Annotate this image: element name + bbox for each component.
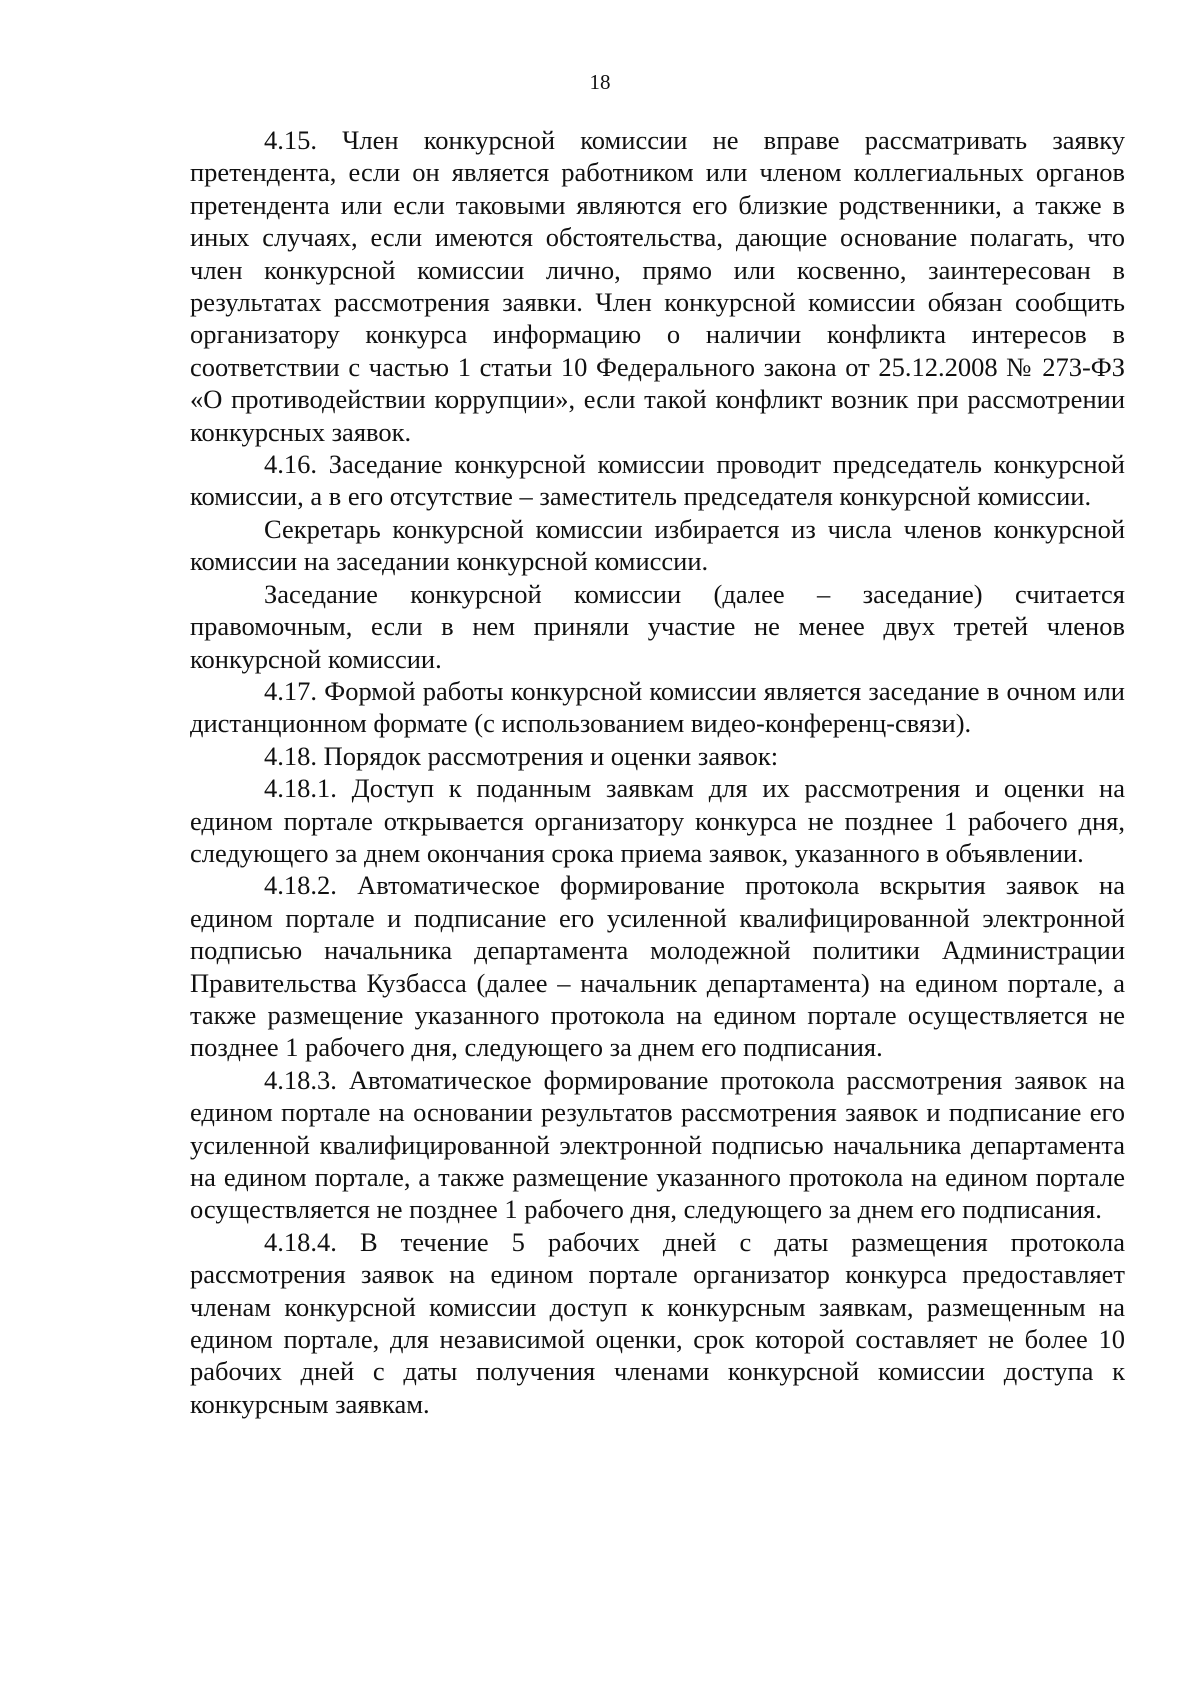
- paragraph-4-18-4: 4.18.4. В течение 5 рабочих дней с даты размещения протокола рассмотрения заявок на едином портале организатор конкурса предоставляет членам конкурсной комиссии доступ к конкурсным заявкам, размещенным на едином портале, для независимой оценки, срок которой составляет не более 10 рабочих дней с даты получения членами конкурсной комиссии доступа к конкурсным заявкам.: [190, 1226, 1125, 1419]
- paragraph-4-18-3: 4.18.3. Автоматическое формирование протокола рассмотрения заявок на едином портале на основании результатов рассмотрения заявок и подписание его усиленной квалифицированной электронной подписью начальника департамента на едином портале, а также размещение указанного протокола на едином портале осуществляется не позднее 1 рабочего дня, следующего за днем его подписания.: [190, 1064, 1125, 1225]
- page-number: 18: [589, 70, 611, 94]
- paragraph-secretary: Секретарь конкурсной комиссии избирается из числа членов конкурсной комиссии на заседании конкурсной комиссии.: [190, 513, 1125, 577]
- paragraph-4-18-2: 4.18.2. Автоматическое формирование протокола вскрытия заявок на едином портале и подписание его усиленной квалифицированной электронной подписью начальника департамента молодежной политики Администрации Правительства Кузбасса (далее – начальник департамента) на едином портале, а также размещение указанного протокола на едином портале осуществляется не позднее 1 рабочего дня, следующего за днем его подписания.: [190, 870, 1125, 1063]
- paragraph-4-15: 4.15. Член конкурсной комиссии не вправе рассматривать заявку претендента, если он является работником или членом коллегиальных органов претендента или если таковыми являются его близкие родственники, а также в иных случаях, если имеются обстоятельства, дающие основание полагать, что член конкурсной комиссии лично, прямо или косвенно, заинтересован в результатах рассмотрения заявки. Член конкурсной комиссии обязан сообщить организатору конкурса информацию о наличии конфликта интересов в соответствии с частью 1 статьи 10 Федерального закона от 25.12.2008 № 273-ФЗ «О противодействии коррупции», если такой конфликт возник при рассмотрении конкурсных заявок.: [190, 125, 1125, 447]
- paragraph-4-18-1: 4.18.1. Доступ к поданным заявкам для их рассмотрения и оценки на едином портале открывается организатору конкурса не позднее 1 рабочего дня, следующего за днем окончания срока приема заявок, указанного в объявлении.: [190, 773, 1125, 868]
- paragraph-4-18: 4.18. Порядок рассмотрения и оценки заявок:: [264, 740, 779, 771]
- document-body: [190, 124, 1125, 1420]
- paragraph-4-16: 4.16. Заседание конкурсной комиссии проводит председатель конкурсной комиссии, а в его отсутствие – заместитель председателя конкурсной комиссии.: [190, 449, 1125, 512]
- paragraph-4-17: 4.17. Формой работы конкурсной комиссии является заседание в очном или дистанционном формате (с использованием видео-конференц-связи).: [190, 675, 1125, 739]
- paragraph-quorum: Заседание конкурсной комиссии (далее – заседание) считается правомочным, если в нем приняли участие не менее двух третей членов конкурсной комиссии.: [190, 578, 1125, 674]
